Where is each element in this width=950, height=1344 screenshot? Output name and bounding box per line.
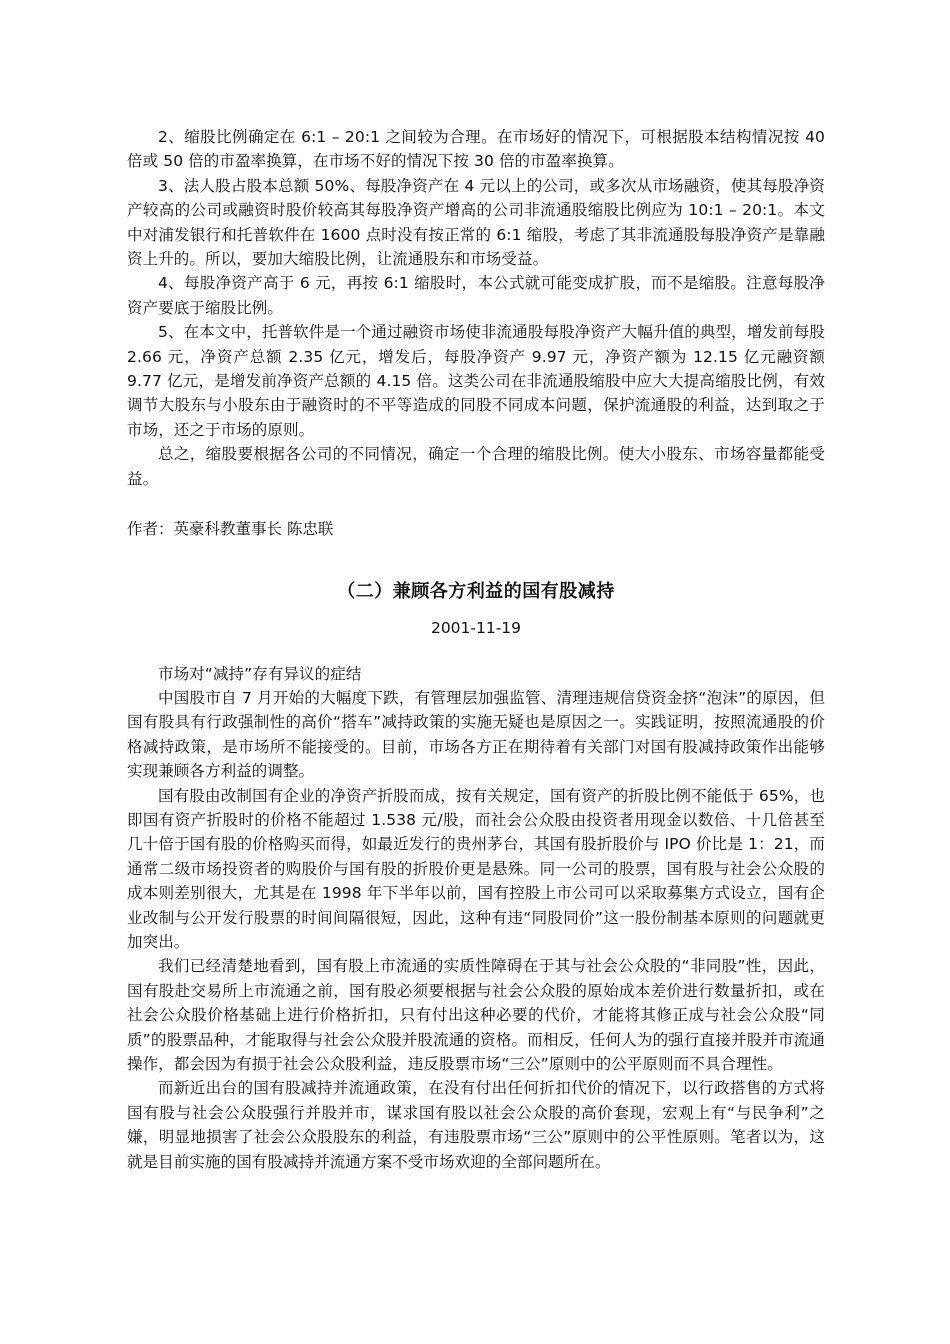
paragraph: 市场对“减持”存有异议的症结 bbox=[158, 664, 362, 683]
author-line: 作者：英豪科教董事长 陈忠联 bbox=[127, 520, 334, 539]
paragraph: 中国股市自 7 月开始的大幅度下跌，有管理层加强监管、清理违规信贷资金挤“泡沫”的原因，但国有股具有行政强制性的高价“搭车”减持政策的实施无疑也是原因之一。实践证明，按照流通股的价格减持政策，是市场所不能接受的。目前，市场各方正在期待着有关部门对国有股减持政策作出能够实现兼顾各方利益的调整。 bbox=[127, 688, 825, 781]
document-page bbox=[127, 125, 825, 1174]
paragraph: 国有股由改制国有企业的净资产折股而成，按有关规定，国有资产的折股比例不能低于 65%，也即国有资产折股时的价格不能超过 1.538 元/股，而社会公众股由投资者用现金以数倍、十几倍甚至几十倍于国有股的价格购买而得，如最近发行的贵州茅台，其国有股折股价与 IPO 价比是 1：21，而通常二级市场投资者的购股价与国有股的折股价更是悬殊。同一公司的股票，国有股与社会公众股的成本则差别很大，尤其是在 1998 年下半年以前，国有控股上市公司可以采取募集方式设立，国有企业改制与公开发行股票的时间间隔很短，因此，这种有违“同股同价”这一股份制基本原则的问题就更加突出。 bbox=[127, 786, 825, 951]
paragraph: 3、法人股占股本总额 50%、每股净资产在 4 元以上的公司，或多次从市场融资，使其每股净资产较高的公司或融资时股价较高其每股净资产增高的公司非流通股缩股比例应为 10:1 – 20:1。本文中对浦发银行和托普软件在 1600 点时没有按正常的 6:1 缩股，考虑了其非流通股每股净资产是靠融资上升的。所以，要加大缩股比例，让流通股东和市场受益。 bbox=[127, 176, 825, 269]
paragraph: 4、每股净资产高于 6 元，再按 6:1 缩股时，本公式就可能变成扩股，而不是缩股。注意每股净资产要底于缩股比例。 bbox=[127, 274, 825, 317]
section-title: （二）兼顾各方利益的国有股减持 bbox=[337, 580, 615, 602]
paragraph: 总之，缩股要根据各公司的不同情况，确定一个合理的缩股比例。使大小股东、市场容量都能受益。 bbox=[127, 445, 825, 488]
paragraph: 我们已经清楚地看到，国有股上市流通的实质性障碍在于其与社会公众股的“非同股”性，因此，国有股赴交易所上市流通之前，国有股必须要根据与社会公众股的原始成本差价进行数量折扣，或在社会公众股价格基础上进行价格折扣，只有付出这种必要的代价，才能将其修正成与社会公众股“同质”的股票品种，才能取得与社会公众股并股流通的资格。而相反，任何人为的强行直接并股并市流通操作，都会因为有损于社会公众股利益，违反股票市场“三公”原则中的公平原则而不具合理性。 bbox=[127, 957, 825, 1073]
paragraph: 2、缩股比例确定在 6:1 – 20:1 之间较为合理。在市场好的情况下，可根据股本结构情况按 40 倍或 50 倍的市盈率换算，在市场不好的情况下按 30 倍的市盈率换算。 bbox=[127, 128, 825, 171]
paragraph: 5、在本文中，托普软件是一个通过融资市场使非流通股每股净资产大幅升值的典型，增发前每股 2.66 元，净资产总额 2.35 亿元，增发后，每股净资产 9.97 元，净资产额为 12.15 亿元融资额 9.77 亿元，是增发前净资产总额的 4.15 倍。这类公司在非流通股缩股中应大大提高缩股比例，有效调节大股东与小股东由于融资时的不平等造成的同股不同成本问题，保护流通股的利益，达到取之于市场，还之于市场的原则。 bbox=[127, 323, 825, 439]
section-body bbox=[127, 662, 825, 1175]
paragraph: 而新近出台的国有股减持并流通政策，在没有付出任何折扣代价的情况下，以行政搭售的方式将国有股与社会公众股强行并股并市，谋求国有股以社会公众股的高价套现，宏观上有“与民争利”之嫌，明显地损害了社会公众股股东的利益，有违股票市场“三公”原则中的公平性原则。笔者以为，这就是目前实施的国有股减持并流通方案不受市场欢迎的全部问题所在。 bbox=[127, 1079, 825, 1171]
section-date: 2001-11-19 bbox=[430, 618, 522, 637]
